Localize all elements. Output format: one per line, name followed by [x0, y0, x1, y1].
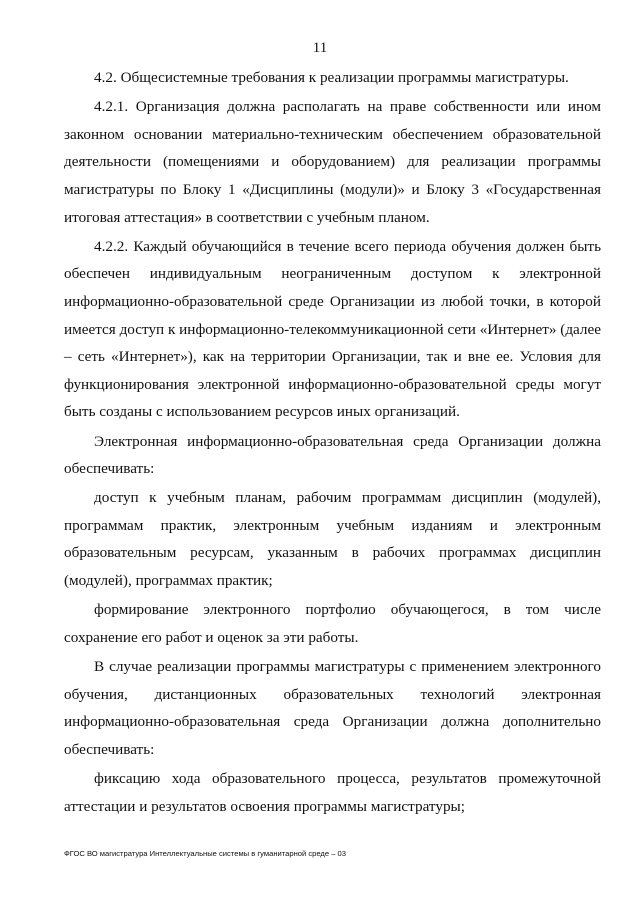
page-footer: ФГОС ВО магистратура Интеллектуальные системы в гуманитарной среде – 03: [64, 849, 346, 858]
section-heading-4-2: 4.2. Общесистемные требования к реализации программы магистратуры.: [94, 69, 569, 86]
page-number: 11: [312, 40, 328, 56]
document-body: [64, 64, 601, 820]
paragraph-4-2-2: 4.2.2. Каждый обучающийся в течение всего периода обучения должен быть обеспечен индивидуальным неограниченным доступом к электронной информационно-образовательной среде Организации из любой точки, в которой имеется доступ к информационно-телекоммуникационной сети «Интернет» (далее – сеть «Интернет»), как на территории Организации, так и вне ее. Условия для функционирования электронной информационно-образовательной среды могут быть созданы с использованием ресурсов иных организаций.: [64, 237, 601, 421]
paragraph-recording-item: фиксацию хода образовательного процесса, результатов промежуточной аттестации и результатов освоения программы магистратуры;: [64, 770, 601, 815]
paragraph-4-2-1: 4.2.1. Организация должна располагать на праве собственности или ином законном основании материально-техническим обеспечением образовательной деятельности (помещениями и оборудованием) для реализации программы магистратуры по Блоку 1 «Дисциплины (модули)» и Блоку 3 «Государственная итоговая аттестация» в соответствии с учебным планом.: [64, 98, 601, 226]
paragraph-distance-learning: В случае реализации программы магистратуры с применением электронного обучения, дистанционных образовательных технологий электронная информационно-образовательная среда Организации должна дополнительно обеспечивать:: [64, 658, 601, 758]
paragraph-eios-requirements: Электронная информационно-образовательная среда Организации должна обеспечивать:: [64, 432, 601, 478]
paragraph-access-item: доступ к учебным планам, рабочим программам дисциплин (модулей), программам практик, электронным учебным изданиям и электронным образовательным ресурсам, указанным в рабочих программах дисциплин (модулей), программах практик;: [64, 489, 601, 590]
paragraph-portfolio-item: формирование электронного портфолио обучающегося, в том числе сохранение его работ и оценок за эти работы.: [64, 601, 601, 646]
